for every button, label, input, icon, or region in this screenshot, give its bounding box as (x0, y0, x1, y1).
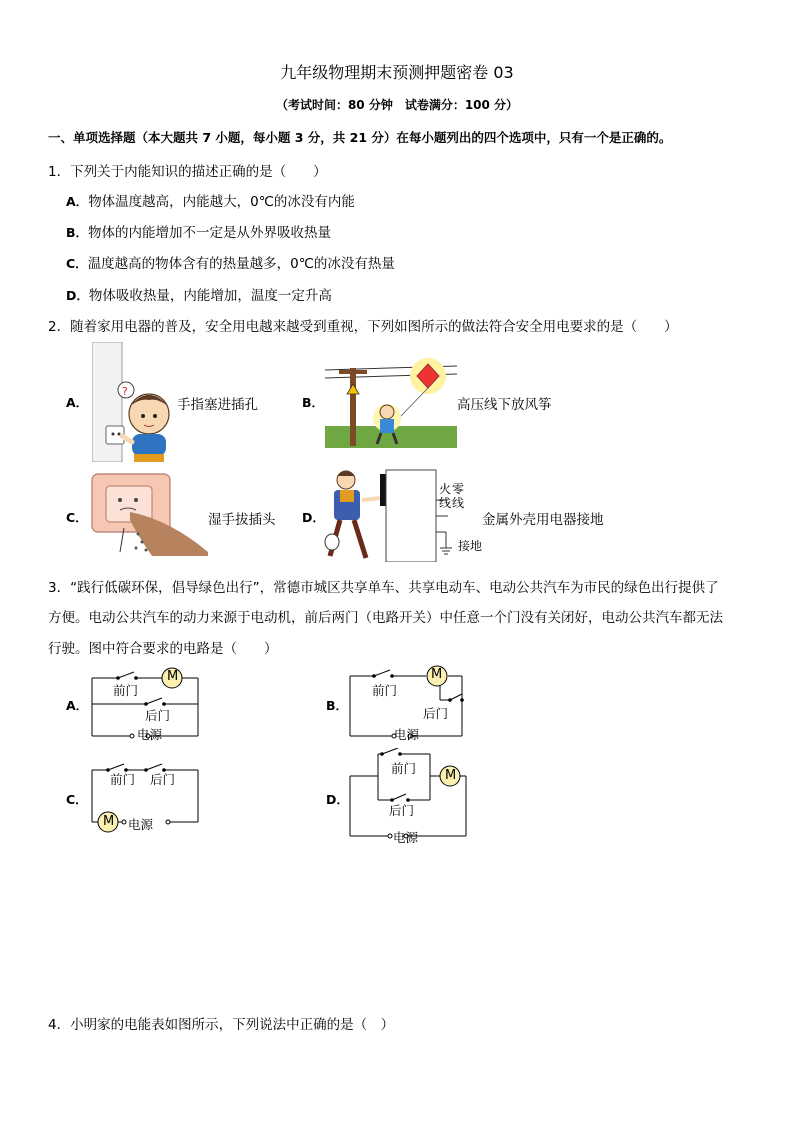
neutral-wire-label: 零 (452, 482, 465, 496)
back-door-label-b: 后门 (423, 706, 449, 721)
q3-stem-line3: 行驶。图中符合要求的电路是（ ） (48, 641, 278, 657)
front-door-label-b: 前门 (372, 683, 398, 698)
q3-option-d-letter[interactable]: D． (326, 792, 349, 807)
front-door-label-d: 前门 (391, 761, 417, 776)
power-label-b: 电源 (394, 727, 420, 742)
q1-option-c[interactable] (66, 252, 395, 272)
q1-stem: 1．下列关于内能知识的描述正确的是（ ） (48, 164, 327, 180)
option-letter: B． (66, 225, 89, 240)
live-wire-label: 火 (439, 482, 452, 496)
q2-option-c-letter[interactable]: C． (66, 510, 88, 525)
ground-label: 接地 (458, 539, 483, 553)
svg-text:?: ? (122, 385, 128, 398)
option-text: 物体吸收热量，内能增加，温度一定升高 (88, 288, 332, 304)
q2-option-b-caption: 高压线下放风筝 (457, 397, 552, 413)
motor-label-c: M (103, 814, 115, 829)
option-text: 温度越高的物体含有的热量越多，0℃的冰没有热量 (87, 256, 395, 272)
power-label-c: 电源 (128, 817, 154, 832)
page-title: 九年级物理期末预测押题密卷 03 (280, 63, 514, 82)
power-label-d: 电源 (393, 830, 419, 845)
back-door-label-c: 后门 (150, 772, 176, 787)
wire-label-2: 线 (452, 496, 465, 510)
kite-powerline-image (325, 356, 457, 448)
exam-info: （考试时间：80 分钟 试卷满分：100 分） (275, 98, 519, 112)
q2-stem: 2．随着家用电器的普及，安全用电越来越受到重视，下列如图所示的做法符合安全用电要求的是（ ） (48, 319, 678, 335)
option-letter: A． (66, 194, 89, 209)
option-text: 物体的内能增加不一定是从外界吸收热量 (88, 225, 332, 241)
option-letter: D． (66, 288, 89, 303)
q3-stem-line2: 方便。电动公共汽车的动力来源于电动机，前后两门（电路开关）中任意一个门没有关闭好，电动公共汽车都无法 (48, 610, 723, 626)
motor-label-d: M (445, 768, 457, 783)
q4-stem: 4．小明家的电能表如图所示，下列说法中正确的是（ ） (48, 1017, 395, 1033)
motor-label-b: M (431, 667, 443, 682)
child-socket-image (92, 342, 176, 462)
front-door-label-c: 前门 (110, 772, 136, 787)
q2-option-a-letter[interactable]: A． (66, 395, 89, 410)
power-label-a: 电源 (137, 727, 163, 742)
back-door-label-d: 后门 (389, 803, 415, 818)
option-letter: C． (66, 256, 88, 271)
q2-option-d-letter[interactable]: D． (302, 510, 325, 525)
q2-option-c-caption: 湿手拔插头 (208, 512, 276, 528)
q1-option-d[interactable] (66, 284, 332, 304)
option-text: 物体温度越高，内能越大，0℃的冰没有内能 (88, 194, 355, 210)
q3-stem-line1: 3．“践行低碳环保，倡导绿色出行”，常德市城区共享单车、共享电动车、电动公共汽车为市民的绿色出行提供了 (48, 580, 719, 596)
q3-option-a-letter[interactable]: A． (66, 698, 89, 713)
motor-label-a: M (167, 669, 179, 684)
q2-option-a-caption: 手指塞进插孔 (177, 397, 258, 413)
front-door-label-a: 前门 (113, 683, 139, 698)
q2-option-d-caption: 金属外壳用电器接地 (482, 512, 604, 528)
back-door-label-a: 后门 (145, 708, 171, 723)
wet-hand-plug-image (90, 470, 210, 556)
q2-option-b-letter[interactable]: B． (302, 395, 325, 410)
q1-option-a[interactable] (66, 190, 355, 210)
q3-option-c-letter[interactable]: C． (66, 792, 88, 807)
q3-option-b-letter[interactable]: B． (326, 698, 349, 713)
wire-label-1: 线 (439, 496, 452, 510)
q1-option-b[interactable] (66, 221, 331, 241)
section-heading: 一、单项选择题（本大题共 7 小题，每小题 3 分，共 21 分）在每小题列出的四个选项中，只有一个是正确的。 (48, 130, 672, 145)
